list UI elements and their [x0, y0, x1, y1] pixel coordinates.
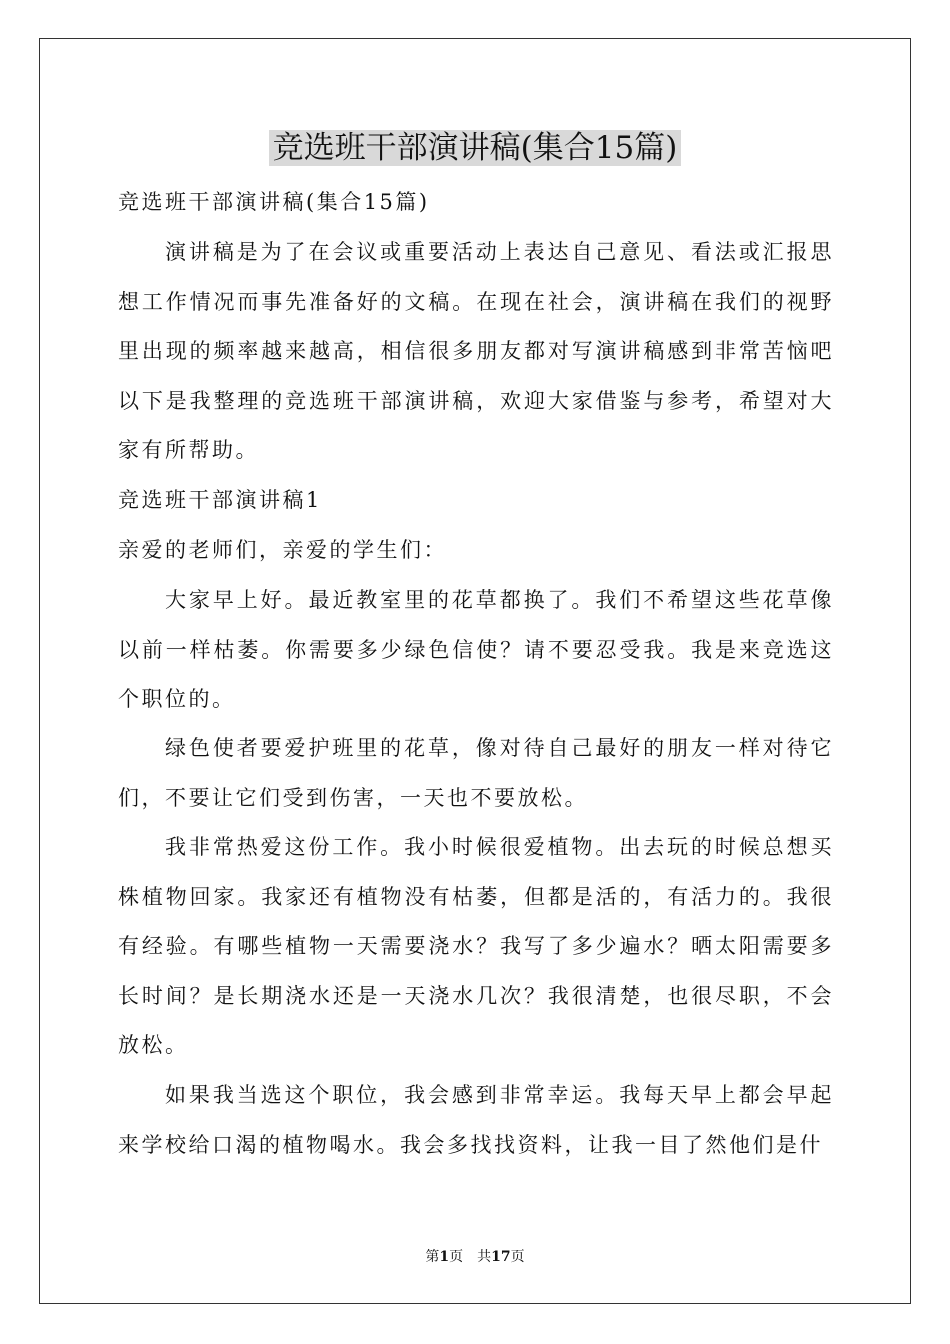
footer-page-prefix: 第 — [425, 1249, 440, 1265]
footer-total-suffix: 页 — [510, 1249, 525, 1265]
body-paragraph-1: 大家早上好。最近教室里的花草都换了。我们不希望这些花草像以前一样枯萎。你需要多少绿色信使？请不要忍受我。我是来竞选这个职位的。 — [118, 588, 834, 711]
document-subtitle: 竞选班干部演讲稿(集合15篇) — [118, 190, 430, 214]
section-heading: 竞选班干部演讲稿1 — [118, 488, 322, 512]
footer-total-prefix: 共 — [477, 1249, 492, 1265]
page-footer — [0, 1248, 950, 1266]
salutation: 亲爱的老师们，亲爱的学生们： — [118, 538, 447, 562]
footer-page-suffix: 页 — [449, 1249, 464, 1265]
intro-paragraph: 演讲稿是为了在会议或重要活动上表达自己意见、看法或汇报思想工作情况而事先准备好的文稿。在现在社会，演讲稿在我们的视野里出现的频率越来越高，相信很多朋友都对写演讲稿感到非常苦恼吧以下是我整理的竞选班干部演讲稿，欢迎大家借鉴与参考，希望对大家有所帮助。 — [118, 240, 834, 462]
document-title — [0, 126, 950, 170]
footer-total-pages: 17 — [491, 1249, 511, 1265]
body-paragraph-4: 如果我当选这个职位，我会感到非常幸运。我每天早上都会早起来学校给口渴的植物喝水。我会多找找资料，让我一目了然他们是什 — [118, 1083, 834, 1157]
footer-page-number: 1 — [439, 1249, 450, 1265]
body-paragraph-3: 我非常热爱这份工作。我小时候很爱植物。出去玩的时候总想买株植物回家。我家还有植物没有枯萎，但都是活的，有活力的。我很有经验。有哪些植物一天需要浇水？我写了多少遍水？晒太阳需要多长时间？是长期浇水还是一天浇水几次？我很清楚，也很尽职，不会放松。 — [118, 835, 834, 1057]
body-paragraph-2: 绿色使者要爱护班里的花草，像对待自己最好的朋友一样对待它们，不要让它们受到伤害，一天也不要放松。 — [118, 736, 834, 810]
document-title-text: 竞选班干部演讲稿(集合15篇) — [269, 130, 682, 166]
